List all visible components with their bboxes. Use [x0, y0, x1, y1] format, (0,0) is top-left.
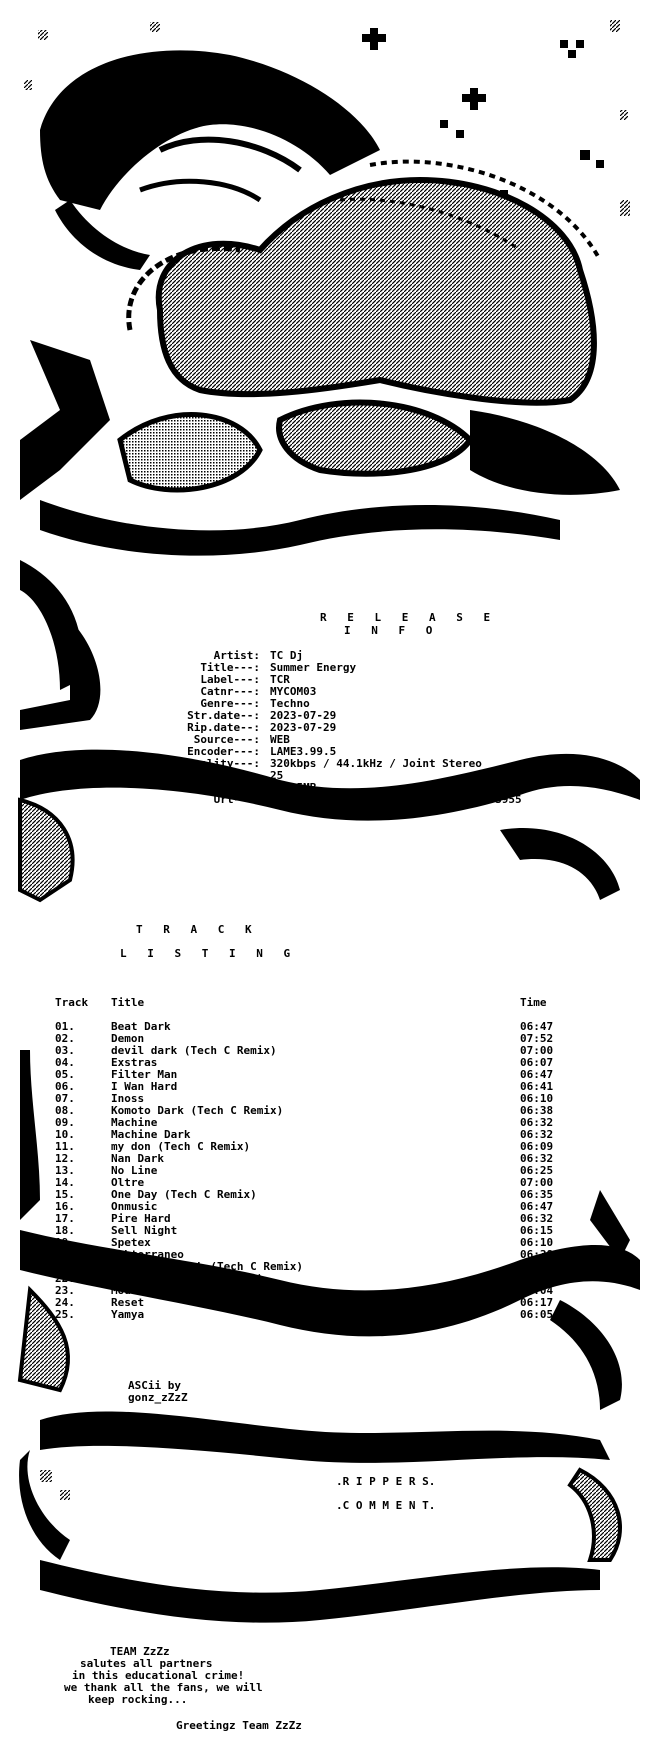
release-info-label: Quality---:	[187, 757, 260, 770]
track-header-line-1: T R A C K	[136, 923, 259, 936]
track-number: 13.	[55, 1164, 75, 1177]
release-info-row	[0, 674, 656, 686]
track-number: 06.	[55, 1080, 75, 1093]
balloon-shape	[129, 162, 600, 403]
track-title: Komoto Dark (Tech C Remix)	[111, 1104, 284, 1117]
release-info-value: 2023-07-29	[270, 709, 337, 722]
track-title: Yamya	[111, 1308, 145, 1321]
release-info-label: Rip.date--:	[187, 721, 260, 734]
track-number: 19.	[55, 1236, 75, 1249]
track-number: 15.	[55, 1188, 75, 1201]
release-info-value: Techno	[270, 697, 310, 710]
track-title: Machine Dark	[111, 1128, 191, 1141]
track-row	[0, 1309, 656, 1321]
track-row	[0, 1069, 656, 1081]
track-row	[0, 1129, 656, 1141]
release-info-row	[0, 662, 656, 674]
release-info-value: 2023-07-29	[270, 721, 337, 734]
track-time: 06:04	[520, 1284, 554, 1297]
track-title: devil dark (Tech C Remix)	[111, 1044, 277, 1057]
track-time: 06:32	[520, 1128, 554, 1141]
greetings-line: Greetingz Team ZzZz	[176, 1719, 302, 1732]
comment-line-3: in this educational crime!	[72, 1669, 245, 1682]
track-title: Machine	[111, 1116, 158, 1129]
track-number: 07.	[55, 1092, 75, 1105]
track-title: Moud	[111, 1284, 138, 1297]
track-row	[0, 1141, 656, 1153]
track-title: Nan Dark	[111, 1152, 164, 1165]
release-info-value: WEB	[270, 733, 290, 746]
track-title: Onmusic	[111, 1200, 158, 1213]
track-time: 07:52	[520, 1032, 554, 1045]
track-number: 09.	[55, 1116, 75, 1129]
track-row	[0, 1261, 656, 1273]
track-row	[0, 1225, 656, 1237]
release-info-label: Str.date--:	[187, 709, 260, 722]
release-info-row	[0, 758, 656, 770]
track-time: 06:47	[520, 1020, 554, 1033]
release-info-label: Source---:	[193, 733, 260, 746]
comment-line-4: we thank all the fans, we will	[64, 1681, 263, 1694]
track-number: 11.	[55, 1140, 75, 1153]
ascii-credit-line-1: ASCii by	[128, 1379, 181, 1392]
track-row	[0, 1105, 656, 1117]
track-number: 22.	[55, 1272, 75, 1285]
track-title: Zoo Darl (Tech C Remix)	[111, 1272, 264, 1285]
track-title: Sell Night	[111, 1224, 178, 1237]
release-info-row	[0, 686, 656, 698]
track-time: 06:38	[520, 1260, 554, 1273]
track-title: Filter Man	[111, 1068, 178, 1081]
release-info-row	[0, 722, 656, 734]
track-title: Subterraneo	[111, 1248, 184, 1261]
release-info-label: Label---:	[200, 673, 260, 686]
comment-frame	[19, 1411, 620, 1622]
track-time: 06:38	[520, 1248, 554, 1261]
release-info-value: Summer Energy	[270, 661, 357, 674]
track-row	[0, 1273, 656, 1285]
track-time: 06:10	[520, 1092, 554, 1105]
track-row	[0, 1081, 656, 1093]
rippers-header-line-2: .C O M M E N T.	[336, 1499, 436, 1512]
track-time: 06:38	[520, 1104, 554, 1117]
track-time: 06:35	[520, 1188, 554, 1201]
track-row	[0, 1057, 656, 1069]
release-info-value: TC Dj	[270, 649, 304, 662]
track-time: 06:15	[520, 1224, 554, 1237]
track-row	[0, 1237, 656, 1249]
track-time: 06:32	[520, 1152, 554, 1165]
track-time: 06:09	[520, 1140, 554, 1153]
release-info-value[interactable]: https://www.deezer.com/album/458853955	[270, 793, 522, 806]
track-row	[0, 1297, 656, 1309]
track-number: 25.	[55, 1308, 75, 1321]
track-row	[0, 1201, 656, 1213]
track-time: 06:32	[520, 1116, 554, 1129]
track-title: Reset	[111, 1296, 145, 1309]
track-title: Spetex	[111, 1236, 151, 1249]
comment-line-1: TEAM ZzZz	[110, 1645, 170, 1658]
track-number: 23.	[55, 1284, 75, 1297]
release-info-value: TCR	[270, 673, 290, 686]
track-row	[0, 1153, 656, 1165]
track-number: 10.	[55, 1128, 75, 1141]
track-time: 07:00	[520, 1176, 554, 1189]
release-header-line-1: R E L E A S E	[320, 611, 498, 624]
track-time: 06:47	[520, 1068, 554, 1081]
release-info-value: 25	[270, 769, 284, 782]
track-row	[0, 1177, 656, 1189]
comment-line-2: salutes all partners	[80, 1657, 213, 1670]
track-number: 03.	[55, 1044, 75, 1057]
track-time: 06:25	[520, 1164, 554, 1177]
track-row	[0, 1021, 656, 1033]
release-info-label: Tracks---:	[193, 769, 260, 782]
release-info-row	[0, 794, 656, 806]
track-number: 18.	[55, 1224, 75, 1237]
track-title: Beat Dark	[111, 1020, 171, 1033]
release-info-label: Title---:	[200, 661, 260, 674]
release-info-row	[0, 770, 656, 782]
track-time: 07:00	[520, 1044, 554, 1057]
track-title: Inoss	[111, 1092, 145, 1105]
track-time: 06:07	[520, 1056, 554, 1069]
track-time: 06:05	[520, 1308, 554, 1321]
track-header-line-2: L I S T I N G	[120, 947, 298, 960]
track-time: 06:10	[520, 1236, 554, 1249]
track-time: 06:41	[520, 1080, 554, 1093]
column-header-track: Track	[55, 996, 89, 1009]
release-info-value: 320kbps / 44.1kHz / Joint Stereo	[270, 757, 482, 770]
track-title: Demon	[111, 1032, 145, 1045]
release-info-value: 375.5MB	[270, 781, 317, 794]
track-row	[0, 1213, 656, 1225]
track-title: my don (Tech C Remix)	[111, 1140, 251, 1153]
release-info-value: LAME3.99.5	[270, 745, 337, 758]
track-number: 16.	[55, 1200, 75, 1213]
release-info-label: Size---:	[207, 781, 260, 794]
track-number: 17.	[55, 1212, 75, 1225]
track-title: Oltre	[111, 1176, 145, 1189]
track-number: 12.	[55, 1152, 75, 1165]
release-info-value: MYCOM03	[270, 685, 317, 698]
column-header-title: Title	[111, 996, 145, 1009]
track-number: 14.	[55, 1176, 75, 1189]
release-info-label: Encoder---:	[187, 745, 260, 758]
release-info-label: Genre---:	[200, 697, 260, 710]
track-title: I Wan Hard	[111, 1080, 178, 1093]
track-number: 08.	[55, 1104, 75, 1117]
track-row	[0, 1093, 656, 1105]
comment-line-5: keep rocking...	[88, 1693, 188, 1706]
ascii-credit-line-2: gonz_zZzZ	[128, 1391, 188, 1404]
release-info-label: Catnr---:	[200, 685, 260, 698]
release-info-label: Url---:	[213, 793, 260, 806]
track-time: 06:47	[520, 1200, 554, 1213]
track-number: 20.	[55, 1248, 75, 1261]
track-row	[0, 1117, 656, 1129]
track-time: 06:32	[520, 1212, 554, 1225]
track-number: 02.	[55, 1032, 75, 1045]
release-info-label: Artist:	[213, 649, 260, 662]
track-time: 06:38	[520, 1272, 554, 1285]
track-time: 06:17	[520, 1296, 554, 1309]
track-row	[0, 1285, 656, 1297]
track-title: Pire Hard	[111, 1212, 171, 1225]
track-title: tengo rum dark (Tech C Remix)	[111, 1260, 304, 1273]
track-title: One Day (Tech C Remix)	[111, 1188, 257, 1201]
track-number: 04.	[55, 1056, 75, 1069]
track-row	[0, 1033, 656, 1045]
track-number: 05.	[55, 1068, 75, 1081]
track-title: No Line	[111, 1164, 158, 1177]
track-number: 24.	[55, 1296, 75, 1309]
track-number: 21.	[55, 1260, 75, 1273]
track-row	[0, 1165, 656, 1177]
rippers-header-line-1: .R I P P E R S.	[336, 1475, 436, 1488]
track-title: Exstras	[111, 1056, 158, 1069]
column-header-time: Time	[520, 996, 547, 1009]
track-row	[0, 1045, 656, 1057]
track-row	[0, 1189, 656, 1201]
release-header-line-2: I N F O	[344, 624, 440, 637]
track-number: 01.	[55, 1020, 75, 1033]
track-row	[0, 1249, 656, 1261]
